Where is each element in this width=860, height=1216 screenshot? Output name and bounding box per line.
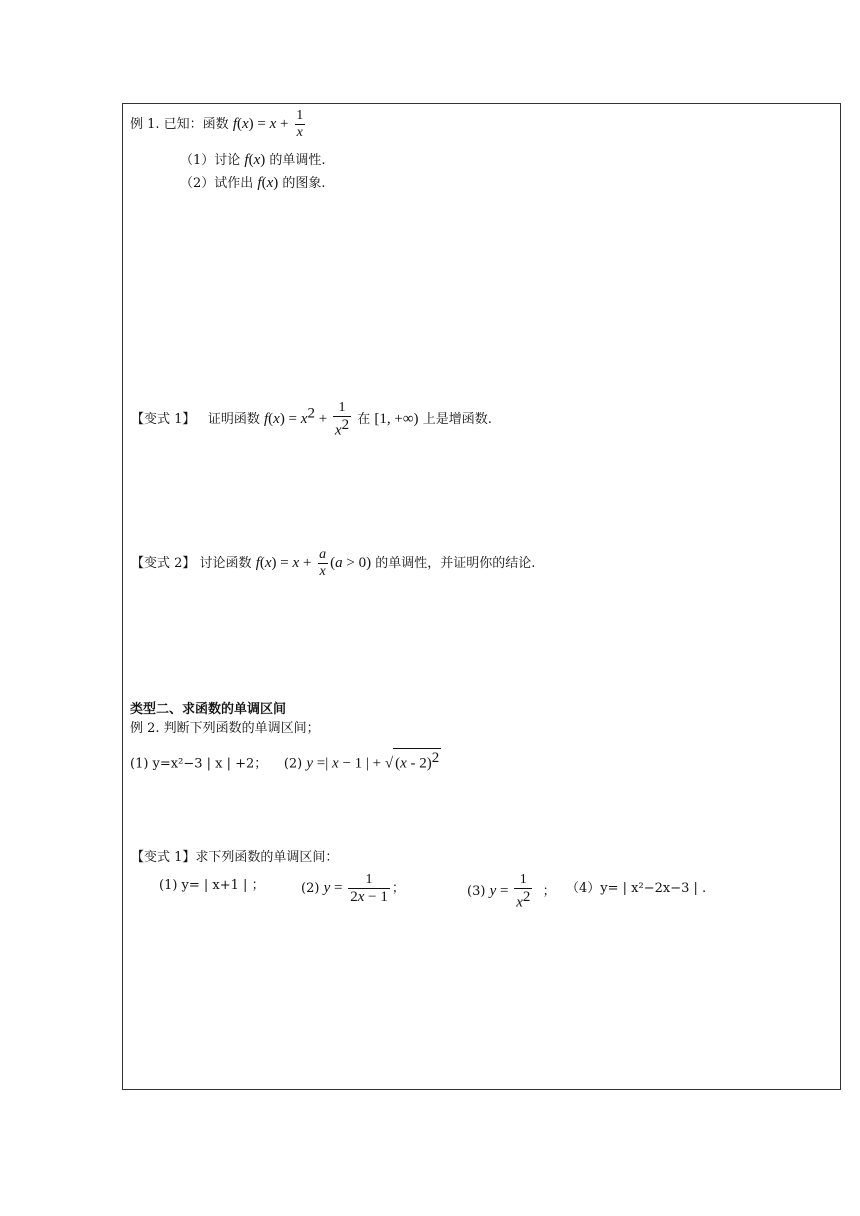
variant2-line: 【变式 2】 讨论函数 f(x) = x + $\frac{a}{x}$ (a > 0) 的单调性，并证明你的结论. [131,547,536,579]
example2-line: 例 2. 判断下列函数的单调区间； [130,721,320,736]
variant1b-tag: 【变式 1】 [131,850,196,865]
variant1b-item4: （4）y= | x²−2x−3 | . [566,881,707,896]
example1-item1: （1）讨论 f(x) 的单调性. [180,152,326,168]
example1-item2: （2）试作出 f(x) 的图象. [180,175,326,191]
variant1b-item1: (1) y= | x+1 | ； [159,878,265,893]
type2-heading: 类型二、求函数的单调区间 [130,702,287,717]
variant1b-item3: (3) y = $\frac{1}{x^2}$ ； [467,872,556,911]
example2-item1: (1) y=x²−3 | x | +2； [130,756,268,772]
variant1-tag: 【变式 1】 [131,411,196,427]
fraction-1-over-x2: $\frac{1}{x^2}$ [334,400,350,439]
variant1b-item2: (2) y = $\frac{1}{2x - 1}$ ； [301,872,405,905]
fraction-1-over-x2-b: $\frac{1}{x^2}$ [516,872,531,911]
variant2-tag: 【变式 2】 [131,556,196,571]
sqrt-expression: (x - 2)$^2$ [395,750,440,772]
formula-fx: f [232,116,237,132]
variant1b-line: 【变式 1】求下列函数的单调区间： [131,850,339,865]
fraction-a-over-x: $\frac{a}{x}$ [319,547,327,579]
fraction-1-over-2x-1: $\frac{1}{2x - 1}$ [350,872,388,905]
example1-line: 例 1. 已知：函数 f(x) = x + $\frac{1}{x}$ [130,108,304,140]
content-frame [122,103,841,1090]
example2-item2-label: (2) [283,756,303,772]
variant1-line: 【变式 1】 证明函数 $f(x) = x^2$ + $\frac{1}{x^2}$ 在 [1, +∞) 上是增函数. [131,400,492,439]
example1-prefix: 例 1. 已知：函数 [130,117,229,132]
example2-items: (1) y=x²−3 | x | +2； (2) y =| x − 1 | + √ (x - 2)$^2$ [130,750,440,772]
fraction-1-over-x: $\frac{1}{x}$ [296,108,304,140]
